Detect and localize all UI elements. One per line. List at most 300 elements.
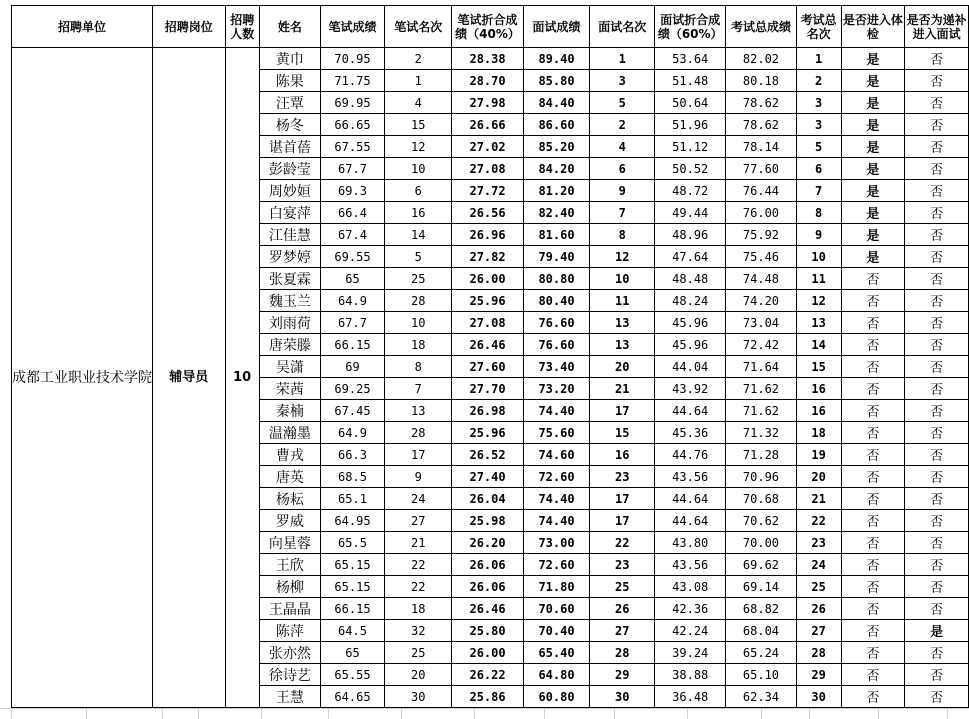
interview-weighted-cell: 53.64 <box>655 48 726 70</box>
name-cell: 汪覃 <box>259 92 320 114</box>
interview-score-cell: 65.40 <box>523 642 590 664</box>
interview-score-cell: 79.40 <box>523 246 590 268</box>
interview-weighted-cell: 43.92 <box>655 378 726 400</box>
written-weighted-cell: 25.98 <box>452 510 523 532</box>
written-weighted-cell: 26.96 <box>452 224 523 246</box>
medical-exam-cell: 否 <box>841 400 905 422</box>
written-weighted-cell: 27.72 <box>452 180 523 202</box>
interview-weighted-cell: 45.96 <box>655 334 726 356</box>
name-cell: 张夏霖 <box>259 268 320 290</box>
medical-exam-cell: 是 <box>841 48 905 70</box>
medical-exam-cell: 是 <box>841 158 905 180</box>
medical-exam-cell: 否 <box>841 422 905 444</box>
written-score-cell: 67.7 <box>320 312 384 334</box>
written-weighted-cell: 25.80 <box>452 620 523 642</box>
interview-weighted-cell: 44.64 <box>655 488 726 510</box>
written-weighted-cell: 26.56 <box>452 202 523 224</box>
substitute-cell: 否 <box>905 202 969 224</box>
interview-weighted-cell: 38.88 <box>655 664 726 686</box>
interview-weighted-cell: 51.12 <box>655 136 726 158</box>
interview-weighted-cell: 49.44 <box>655 202 726 224</box>
total-rank-cell: 9 <box>796 224 841 246</box>
substitute-cell: 否 <box>905 664 969 686</box>
header-cell: 考试总名次 <box>796 6 841 48</box>
substitute-cell: 否 <box>905 92 969 114</box>
interview-rank-cell: 9 <box>590 180 655 202</box>
empty-grid-below <box>0 708 969 718</box>
total-rank-cell: 30 <box>796 686 841 708</box>
interview-rank-cell: 17 <box>590 488 655 510</box>
medical-exam-cell: 否 <box>841 532 905 554</box>
written-weighted-cell: 26.04 <box>452 488 523 510</box>
medical-exam-cell: 否 <box>841 598 905 620</box>
interview-weighted-cell: 45.36 <box>655 422 726 444</box>
written-rank-cell: 30 <box>385 686 452 708</box>
total-score-cell: 71.28 <box>726 444 796 466</box>
name-cell: 荣茜 <box>259 378 320 400</box>
name-cell: 江佳慧 <box>259 224 320 246</box>
written-weighted-cell: 26.98 <box>452 400 523 422</box>
written-rank-cell: 2 <box>385 48 452 70</box>
interview-weighted-cell: 36.48 <box>655 686 726 708</box>
written-rank-cell: 18 <box>385 334 452 356</box>
header-cell: 招聘单位 <box>12 6 153 48</box>
written-score-cell: 64.5 <box>320 620 384 642</box>
written-rank-cell: 4 <box>385 92 452 114</box>
unit-cell: 成都工业职业技术学院 <box>12 48 153 708</box>
total-rank-cell: 25 <box>796 576 841 598</box>
interview-score-cell: 89.40 <box>523 48 590 70</box>
written-rank-cell: 32 <box>385 620 452 642</box>
written-score-cell: 66.65 <box>320 114 384 136</box>
written-score-cell: 67.55 <box>320 136 384 158</box>
written-rank-cell: 16 <box>385 202 452 224</box>
interview-rank-cell: 25 <box>590 576 655 598</box>
medical-exam-cell: 是 <box>841 114 905 136</box>
substitute-cell: 否 <box>905 158 969 180</box>
written-score-cell: 69.95 <box>320 92 384 114</box>
written-rank-cell: 24 <box>385 488 452 510</box>
substitute-cell: 否 <box>905 356 969 378</box>
interview-score-cell: 75.60 <box>523 422 590 444</box>
quota-cell: 10 <box>225 48 259 708</box>
results-table <box>11 5 969 708</box>
interview-weighted-cell: 48.48 <box>655 268 726 290</box>
written-score-cell: 67.7 <box>320 158 384 180</box>
name-cell: 谌首蓓 <box>259 136 320 158</box>
total-score-cell: 62.34 <box>726 686 796 708</box>
interview-rank-cell: 10 <box>590 268 655 290</box>
interview-weighted-cell: 42.24 <box>655 620 726 642</box>
header-cell: 是否进入体检 <box>841 6 905 48</box>
written-weighted-cell: 27.60 <box>452 356 523 378</box>
interview-score-cell: 84.40 <box>523 92 590 114</box>
name-cell: 杨柳 <box>259 576 320 598</box>
substitute-cell: 否 <box>905 642 969 664</box>
substitute-cell: 否 <box>905 180 969 202</box>
name-cell: 曹戎 <box>259 444 320 466</box>
substitute-cell: 否 <box>905 400 969 422</box>
substitute-cell: 否 <box>905 224 969 246</box>
substitute-cell: 否 <box>905 246 969 268</box>
written-rank-cell: 13 <box>385 400 452 422</box>
written-weighted-cell: 25.96 <box>452 422 523 444</box>
interview-rank-cell: 17 <box>590 510 655 532</box>
name-cell: 向星蓉 <box>259 532 320 554</box>
written-weighted-cell: 26.52 <box>452 444 523 466</box>
total-score-cell: 65.10 <box>726 664 796 686</box>
header-cell: 是否为递补进入面试 <box>905 6 969 48</box>
total-rank-cell: 8 <box>796 202 841 224</box>
interview-weighted-cell: 48.72 <box>655 180 726 202</box>
header-cell: 笔试名次 <box>385 6 452 48</box>
interview-weighted-cell: 43.80 <box>655 532 726 554</box>
total-score-cell: 74.20 <box>726 290 796 312</box>
interview-rank-cell: 21 <box>590 378 655 400</box>
medical-exam-cell: 是 <box>841 92 905 114</box>
total-rank-cell: 27 <box>796 620 841 642</box>
interview-weighted-cell: 42.36 <box>655 598 726 620</box>
interview-score-cell: 73.00 <box>523 532 590 554</box>
interview-weighted-cell: 50.64 <box>655 92 726 114</box>
written-score-cell: 66.15 <box>320 598 384 620</box>
written-score-cell: 66.3 <box>320 444 384 466</box>
written-score-cell: 64.95 <box>320 510 384 532</box>
interview-rank-cell: 5 <box>590 92 655 114</box>
written-score-cell: 67.4 <box>320 224 384 246</box>
interview-rank-cell: 17 <box>590 400 655 422</box>
total-score-cell: 76.00 <box>726 202 796 224</box>
medical-exam-cell: 否 <box>841 268 905 290</box>
interview-score-cell: 85.80 <box>523 70 590 92</box>
total-rank-cell: 5 <box>796 136 841 158</box>
written-rank-cell: 8 <box>385 356 452 378</box>
name-cell: 唐荣滕 <box>259 334 320 356</box>
written-weighted-cell: 26.06 <box>452 576 523 598</box>
interview-rank-cell: 15 <box>590 422 655 444</box>
total-score-cell: 71.62 <box>726 400 796 422</box>
interview-score-cell: 73.20 <box>523 378 590 400</box>
interview-score-cell: 72.60 <box>523 554 590 576</box>
total-score-cell: 69.62 <box>726 554 796 576</box>
written-rank-cell: 22 <box>385 554 452 576</box>
name-cell: 吴潇 <box>259 356 320 378</box>
total-score-cell: 70.96 <box>726 466 796 488</box>
interview-score-cell: 70.40 <box>523 620 590 642</box>
medical-exam-cell: 否 <box>841 554 905 576</box>
substitute-cell: 否 <box>905 576 969 598</box>
written-score-cell: 64.9 <box>320 422 384 444</box>
total-score-cell: 69.14 <box>726 576 796 598</box>
written-score-cell: 65.15 <box>320 576 384 598</box>
medical-exam-cell: 否 <box>841 378 905 400</box>
header-cell: 姓名 <box>259 6 320 48</box>
interview-weighted-cell: 51.48 <box>655 70 726 92</box>
written-rank-cell: 25 <box>385 268 452 290</box>
total-rank-cell: 10 <box>796 246 841 268</box>
interview-rank-cell: 23 <box>590 466 655 488</box>
header-cell: 招聘人数 <box>225 6 259 48</box>
interview-rank-cell: 1 <box>590 48 655 70</box>
written-rank-cell: 6 <box>385 180 452 202</box>
substitute-cell: 否 <box>905 554 969 576</box>
name-cell: 周妙姮 <box>259 180 320 202</box>
written-weighted-cell: 27.08 <box>452 158 523 180</box>
total-rank-cell: 24 <box>796 554 841 576</box>
interview-weighted-cell: 44.64 <box>655 510 726 532</box>
medical-exam-cell: 否 <box>841 620 905 642</box>
medical-exam-cell: 否 <box>841 444 905 466</box>
name-cell: 刘雨荷 <box>259 312 320 334</box>
total-rank-cell: 28 <box>796 642 841 664</box>
total-rank-cell: 3 <box>796 92 841 114</box>
written-rank-cell: 12 <box>385 136 452 158</box>
interview-rank-cell: 12 <box>590 246 655 268</box>
written-rank-cell: 15 <box>385 114 452 136</box>
medical-exam-cell: 否 <box>841 334 905 356</box>
name-cell: 王欣 <box>259 554 320 576</box>
total-rank-cell: 18 <box>796 422 841 444</box>
total-score-cell: 75.92 <box>726 224 796 246</box>
interview-weighted-cell: 39.24 <box>655 642 726 664</box>
total-rank-cell: 11 <box>796 268 841 290</box>
written-rank-cell: 25 <box>385 642 452 664</box>
medical-exam-cell: 是 <box>841 136 905 158</box>
total-score-cell: 72.42 <box>726 334 796 356</box>
interview-rank-cell: 13 <box>590 334 655 356</box>
written-score-cell: 70.95 <box>320 48 384 70</box>
substitute-cell: 否 <box>905 466 969 488</box>
written-rank-cell: 21 <box>385 532 452 554</box>
interview-score-cell: 80.40 <box>523 290 590 312</box>
name-cell: 罗威 <box>259 510 320 532</box>
substitute-cell: 否 <box>905 378 969 400</box>
header-cell: 笔试成绩 <box>320 6 384 48</box>
substitute-cell: 否 <box>905 114 969 136</box>
interview-score-cell: 74.40 <box>523 400 590 422</box>
name-cell: 秦楠 <box>259 400 320 422</box>
name-cell: 彭龄莹 <box>259 158 320 180</box>
written-score-cell: 67.45 <box>320 400 384 422</box>
substitute-cell: 否 <box>905 334 969 356</box>
interview-rank-cell: 26 <box>590 598 655 620</box>
written-weighted-cell: 26.66 <box>452 114 523 136</box>
interview-weighted-cell: 51.96 <box>655 114 726 136</box>
written-score-cell: 71.75 <box>320 70 384 92</box>
interview-score-cell: 74.40 <box>523 488 590 510</box>
interview-score-cell: 71.80 <box>523 576 590 598</box>
header-cell: 面试折合成绩（60%） <box>655 6 726 48</box>
written-score-cell: 65.1 <box>320 488 384 510</box>
written-weighted-cell: 26.22 <box>452 664 523 686</box>
interview-rank-cell: 3 <box>590 70 655 92</box>
interview-score-cell: 86.60 <box>523 114 590 136</box>
interview-score-cell: 76.60 <box>523 312 590 334</box>
total-rank-cell: 16 <box>796 400 841 422</box>
medical-exam-cell: 否 <box>841 510 905 532</box>
name-cell: 陈萍 <box>259 620 320 642</box>
written-rank-cell: 18 <box>385 598 452 620</box>
interview-score-cell: 72.60 <box>523 466 590 488</box>
total-score-cell: 71.62 <box>726 378 796 400</box>
interview-score-cell: 81.20 <box>523 180 590 202</box>
interview-score-cell: 64.80 <box>523 664 590 686</box>
written-rank-cell: 10 <box>385 312 452 334</box>
written-weighted-cell: 28.38 <box>452 48 523 70</box>
interview-score-cell: 82.40 <box>523 202 590 224</box>
position-cell: 辅导员 <box>153 48 226 708</box>
substitute-cell: 否 <box>905 422 969 444</box>
written-rank-cell: 14 <box>385 224 452 246</box>
medical-exam-cell: 否 <box>841 664 905 686</box>
medical-exam-cell: 是 <box>841 246 905 268</box>
total-score-cell: 78.62 <box>726 92 796 114</box>
name-cell: 魏玉兰 <box>259 290 320 312</box>
interview-rank-cell: 29 <box>590 664 655 686</box>
written-weighted-cell: 28.70 <box>452 70 523 92</box>
written-weighted-cell: 27.98 <box>452 92 523 114</box>
interview-score-cell: 73.40 <box>523 356 590 378</box>
written-weighted-cell: 26.20 <box>452 532 523 554</box>
total-score-cell: 73.04 <box>726 312 796 334</box>
substitute-cell: 否 <box>905 444 969 466</box>
header-cell: 笔试折合成绩（40%） <box>452 6 523 48</box>
interview-score-cell: 85.20 <box>523 136 590 158</box>
interview-weighted-cell: 44.76 <box>655 444 726 466</box>
written-score-cell: 69 <box>320 356 384 378</box>
written-score-cell: 69.25 <box>320 378 384 400</box>
name-cell: 唐英 <box>259 466 320 488</box>
header-row <box>12 6 969 48</box>
substitute-cell: 是 <box>905 620 969 642</box>
interview-weighted-cell: 43.08 <box>655 576 726 598</box>
total-rank-cell: 26 <box>796 598 841 620</box>
total-score-cell: 74.48 <box>726 268 796 290</box>
total-rank-cell: 13 <box>796 312 841 334</box>
total-score-cell: 70.68 <box>726 488 796 510</box>
total-rank-cell: 14 <box>796 334 841 356</box>
total-score-cell: 78.62 <box>726 114 796 136</box>
name-cell: 陈果 <box>259 70 320 92</box>
written-rank-cell: 7 <box>385 378 452 400</box>
written-weighted-cell: 27.40 <box>452 466 523 488</box>
total-rank-cell: 22 <box>796 510 841 532</box>
written-rank-cell: 20 <box>385 664 452 686</box>
interview-rank-cell: 8 <box>590 224 655 246</box>
medical-exam-cell: 是 <box>841 70 905 92</box>
interview-weighted-cell: 45.96 <box>655 312 726 334</box>
interview-weighted-cell: 50.52 <box>655 158 726 180</box>
header-cell: 考试总成绩 <box>726 6 796 48</box>
written-weighted-cell: 27.02 <box>452 136 523 158</box>
name-cell: 张亦然 <box>259 642 320 664</box>
interview-weighted-cell: 43.56 <box>655 554 726 576</box>
table-row <box>12 48 969 70</box>
written-score-cell: 69.3 <box>320 180 384 202</box>
written-rank-cell: 1 <box>385 70 452 92</box>
substitute-cell: 否 <box>905 48 969 70</box>
total-rank-cell: 12 <box>796 290 841 312</box>
total-score-cell: 65.24 <box>726 642 796 664</box>
interview-weighted-cell: 43.56 <box>655 466 726 488</box>
interview-rank-cell: 27 <box>590 620 655 642</box>
written-score-cell: 69.55 <box>320 246 384 268</box>
header-cell: 面试名次 <box>590 6 655 48</box>
written-score-cell: 65.15 <box>320 554 384 576</box>
interview-rank-cell: 6 <box>590 158 655 180</box>
name-cell: 白宴萍 <box>259 202 320 224</box>
written-score-cell: 68.5 <box>320 466 384 488</box>
substitute-cell: 否 <box>905 510 969 532</box>
written-rank-cell: 10 <box>385 158 452 180</box>
total-rank-cell: 20 <box>796 466 841 488</box>
substitute-cell: 否 <box>905 290 969 312</box>
interview-score-cell: 81.60 <box>523 224 590 246</box>
substitute-cell: 否 <box>905 532 969 554</box>
medical-exam-cell: 是 <box>841 180 905 202</box>
written-score-cell: 65.5 <box>320 532 384 554</box>
interview-score-cell: 74.60 <box>523 444 590 466</box>
medical-exam-cell: 是 <box>841 202 905 224</box>
interview-score-cell: 70.60 <box>523 598 590 620</box>
total-score-cell: 78.14 <box>726 136 796 158</box>
written-rank-cell: 22 <box>385 576 452 598</box>
interview-rank-cell: 11 <box>590 290 655 312</box>
medical-exam-cell: 否 <box>841 356 905 378</box>
substitute-cell: 否 <box>905 488 969 510</box>
written-score-cell: 64.9 <box>320 290 384 312</box>
name-cell: 杨耘 <box>259 488 320 510</box>
name-cell: 杨冬 <box>259 114 320 136</box>
interview-rank-cell: 22 <box>590 532 655 554</box>
interview-rank-cell: 20 <box>590 356 655 378</box>
interview-score-cell: 60.80 <box>523 686 590 708</box>
header-cell: 招聘岗位 <box>153 6 226 48</box>
name-cell: 黄巾 <box>259 48 320 70</box>
interview-rank-cell: 23 <box>590 554 655 576</box>
interview-score-cell: 76.60 <box>523 334 590 356</box>
name-cell: 王慧 <box>259 686 320 708</box>
table-body <box>12 48 969 708</box>
total-rank-cell: 3 <box>796 114 841 136</box>
total-score-cell: 71.32 <box>726 422 796 444</box>
medical-exam-cell: 否 <box>841 686 905 708</box>
interview-weighted-cell: 48.96 <box>655 224 726 246</box>
substitute-cell: 否 <box>905 312 969 334</box>
medical-exam-cell: 否 <box>841 290 905 312</box>
medical-exam-cell: 否 <box>841 576 905 598</box>
substitute-cell: 否 <box>905 686 969 708</box>
total-rank-cell: 21 <box>796 488 841 510</box>
header-cell: 面试成绩 <box>523 6 590 48</box>
total-rank-cell: 7 <box>796 180 841 202</box>
written-rank-cell: 9 <box>385 466 452 488</box>
medical-exam-cell: 否 <box>841 488 905 510</box>
interview-weighted-cell: 48.24 <box>655 290 726 312</box>
written-rank-cell: 17 <box>385 444 452 466</box>
interview-weighted-cell: 47.64 <box>655 246 726 268</box>
interview-score-cell: 84.20 <box>523 158 590 180</box>
total-score-cell: 76.44 <box>726 180 796 202</box>
written-rank-cell: 5 <box>385 246 452 268</box>
written-weighted-cell: 26.00 <box>452 642 523 664</box>
interview-rank-cell: 16 <box>590 444 655 466</box>
interview-rank-cell: 28 <box>590 642 655 664</box>
written-score-cell: 65 <box>320 642 384 664</box>
total-score-cell: 68.82 <box>726 598 796 620</box>
name-cell: 王晶晶 <box>259 598 320 620</box>
total-score-cell: 82.02 <box>726 48 796 70</box>
